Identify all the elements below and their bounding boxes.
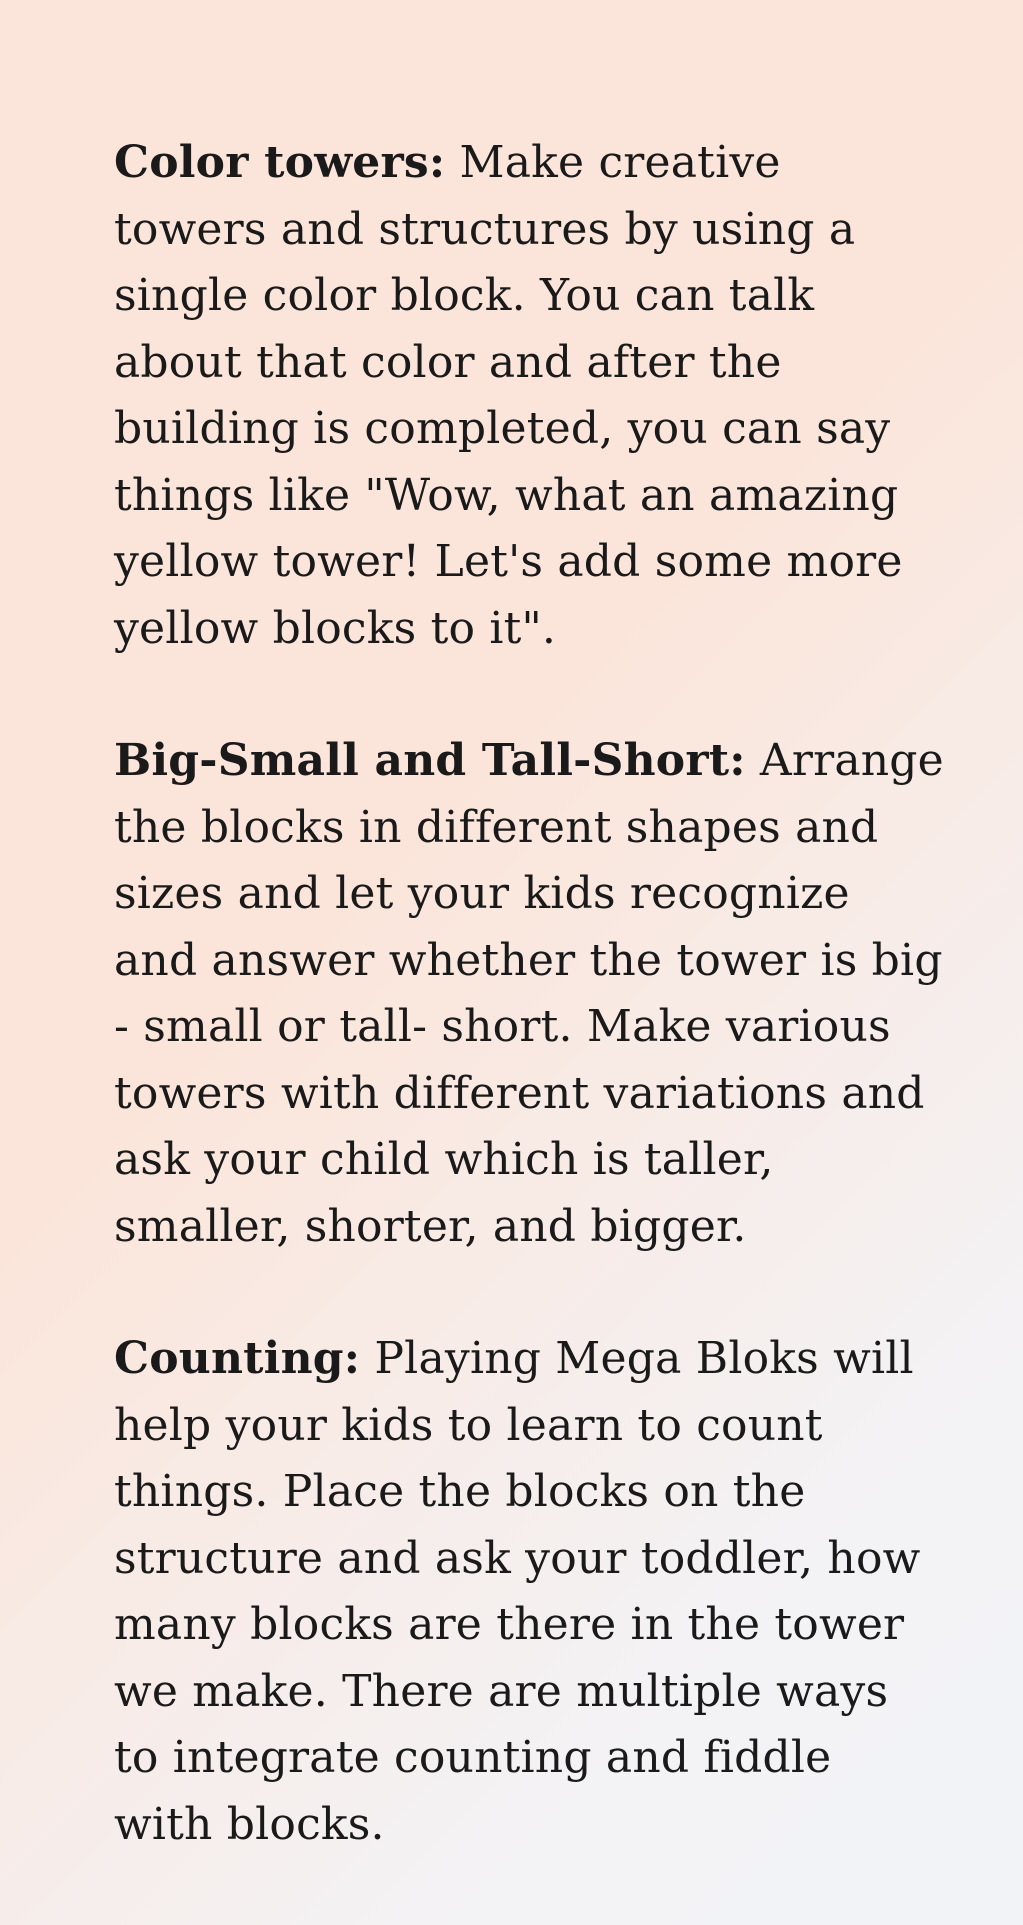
- section-body-counting: Playing Mega Bloks will help your kids to learn to count things. Place the blocks on the structure and ask your toddler, how many blocks are there in the tower we make. There are multiple ways to integrate counting and fiddle with blocks.: [114, 1333, 921, 1850]
- section-body-color-towers: Make creative towers and structures by using a single color block. You can talk about that color and after the building is completed, you can say things like "Wow, what an amazing yellow tower! Let's add some more yellow blocks to it".: [114, 137, 903, 654]
- section-color-towers: [114, 130, 944, 662]
- article-content: [114, 130, 944, 1924]
- section-heading-big-small-tall-short: Big-Small and Tall-Short:: [114, 735, 746, 786]
- section-body-big-small-tall-short: Arrange the blocks in different shapes and sizes and let your kids recognize and answer whether the tower is big - small or tall- short. Make various towers with different variations and ask your child which is taller, smaller, shorter, and bigger.: [114, 735, 944, 1252]
- section-heading-color-towers: Color towers:: [114, 137, 446, 188]
- section-heading-counting: Counting:: [114, 1333, 361, 1384]
- section-counting: [114, 1326, 944, 1858]
- section-big-small-tall-short: [114, 728, 944, 1260]
